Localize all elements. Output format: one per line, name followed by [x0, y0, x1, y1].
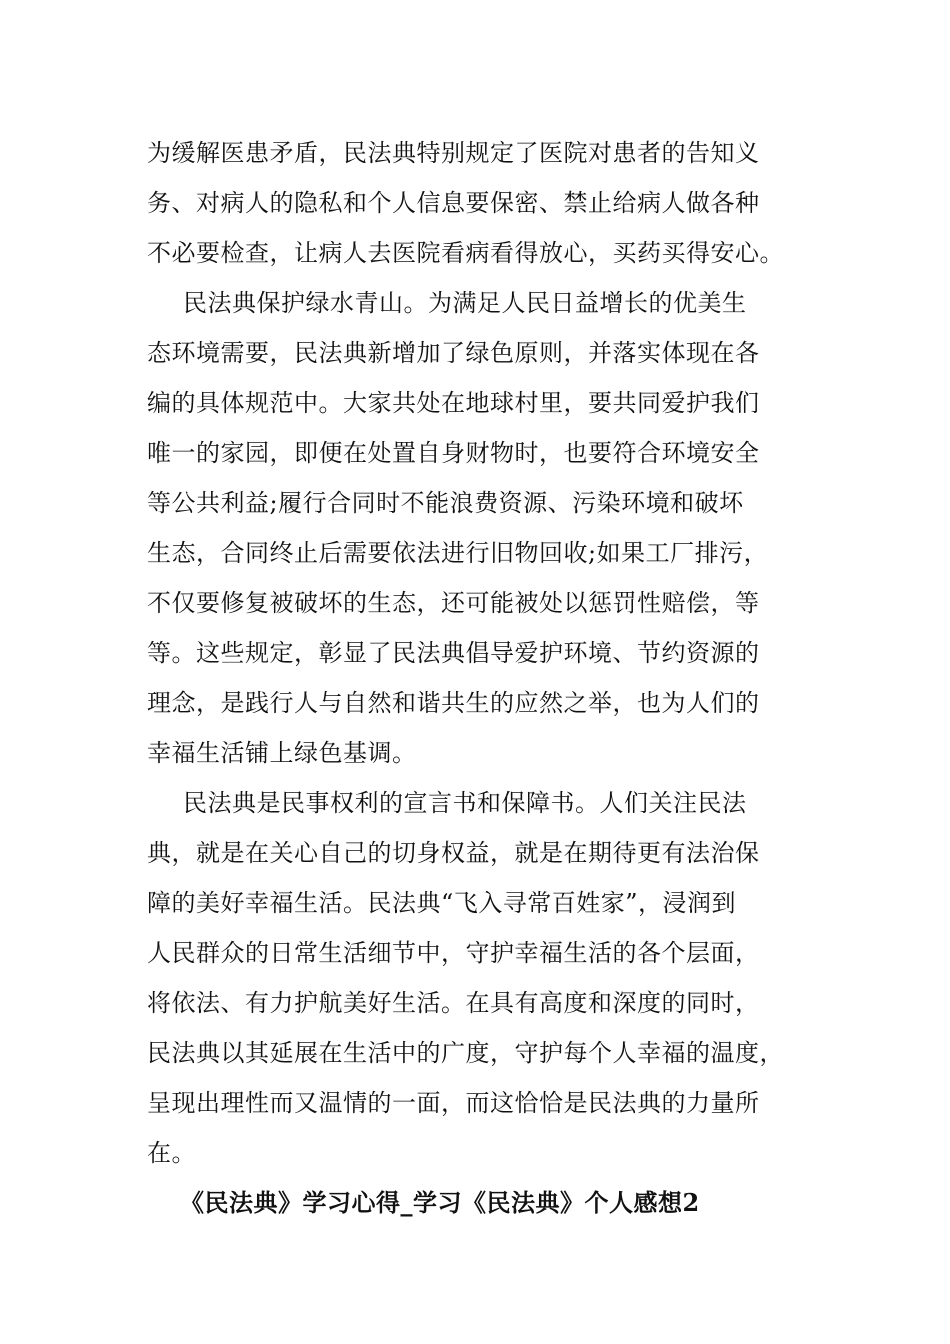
text-line: 典，就是在关心自己的切身权益，就是在期待更有法治保 — [147, 839, 760, 867]
paragraph-medical — [147, 128, 797, 278]
text-line: 务、对病人的隐私和个人信息要保密、禁止给病人做各种 — [147, 189, 760, 217]
text-line: 唯一的家园，即便在处置自身财物时，也要符合环境安全 — [147, 439, 760, 467]
text-line: 民法典保护绿水青山。为满足人民日益增长的优美生 — [183, 289, 747, 317]
text-line: 呈现出理性而又温情的一面，而这恰恰是民法典的力量所 — [147, 1089, 760, 1117]
text-line: 态环境需要，民法典新增加了绿色原则，并落实体现在各 — [147, 339, 760, 367]
text-line: 不必要检查，让病人去医院看病看得放心，买药买得安心。 — [147, 239, 784, 267]
section-heading: 《民法典》学习心得_学习《民法典》个人感想2 — [180, 1188, 700, 1217]
text-line: 民法典是民事权利的宣言书和保障书。人们关注民法 — [183, 789, 747, 817]
article-body — [147, 128, 797, 1178]
text-line: 编的具体规范中。大家共处在地球村里，要共同爱护我们 — [147, 389, 760, 417]
text-line: 等。这些规定，彰显了民法典倡导爱护环境、节约资源的 — [147, 639, 760, 667]
text-line: 理念，是践行人与自然和谐共生的应然之举，也为人们的 — [147, 689, 760, 717]
text-line: 将依法、有力护航美好生活。在具有高度和深度的同时， — [147, 989, 760, 1017]
text-line: 民法典以其延展在生活中的广度，守护每个人幸福的温度， — [147, 1039, 784, 1067]
paragraph-environment — [147, 278, 797, 778]
text-line: 生态，合同终止后需要依法进行旧物回收;如果工厂排污， — [147, 539, 769, 567]
text-line: 障的美好幸福生活。民法典“飞入寻常百姓家”，浸润到 — [147, 889, 737, 917]
text-line: 人民群众的日常生活细节中，守护幸福生活的各个层面， — [147, 939, 760, 967]
text-line: 等公共利益;履行合同时不能浪费资源、污染环境和破坏 — [147, 489, 744, 517]
text-line: 在。 — [147, 1139, 196, 1167]
text-line: 不仅要修复被破坏的生态，还可能被处以惩罚性赔偿，等 — [147, 589, 760, 617]
text-line: 为缓解医患矛盾，民法典特别规定了医院对患者的告知义 — [147, 139, 760, 167]
text-line: 幸福生活铺上绿色基调。 — [147, 739, 417, 767]
paragraph-rights — [147, 778, 797, 1178]
